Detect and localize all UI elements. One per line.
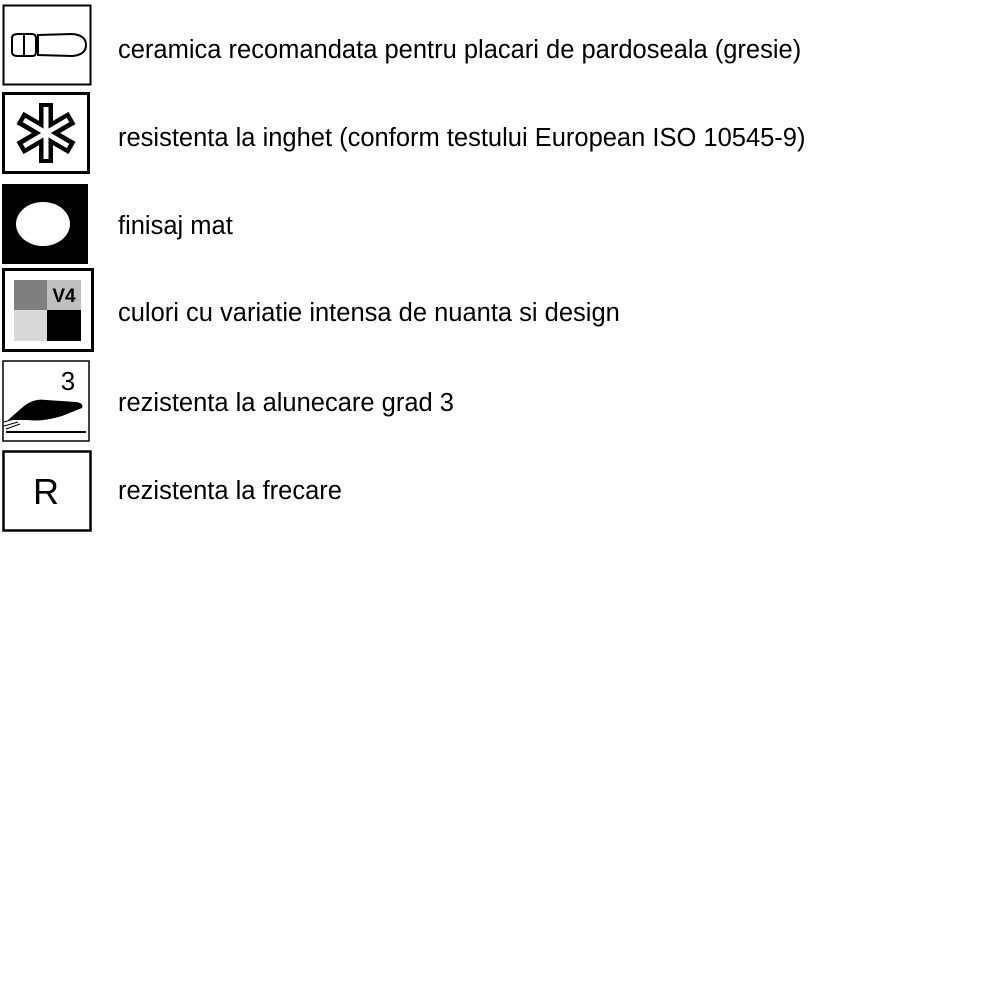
- slip-grade-badge: 3: [60, 366, 76, 396]
- legend-item-slip: [0, 360, 1000, 450]
- legend-label: resistenta la inghet (conform testului European ISO 10545-9): [118, 124, 806, 152]
- abrasion-resistance-icon: [2, 450, 92, 532]
- matte-finish-icon: [2, 184, 88, 264]
- legend-item-floor: [0, 4, 1000, 94]
- color-variation-icon: [2, 268, 94, 352]
- legend-label: culori cu variatie intensa de nuanta si design: [118, 299, 620, 327]
- legend-label: ceramica recomandata pentru placari de pardoseala (gresie): [118, 36, 802, 64]
- slip-resistance-icon: [2, 360, 90, 442]
- legend-item-matte: [0, 184, 1000, 274]
- legend-item-color-variation: [0, 268, 1000, 358]
- floor-shoe-icon: [2, 4, 92, 86]
- frost-snowflake-icon: [2, 92, 90, 174]
- legend-item-frost: [0, 92, 1000, 182]
- variation-badge: V4: [52, 286, 76, 307]
- legend-item-abrasion: [0, 450, 1000, 540]
- legend-label: finisaj mat: [118, 212, 233, 240]
- abrasion-badge: R: [33, 471, 59, 512]
- legend-label: rezistenta la alunecare grad 3: [118, 389, 454, 417]
- legend-label: rezistenta la frecare: [118, 477, 342, 505]
